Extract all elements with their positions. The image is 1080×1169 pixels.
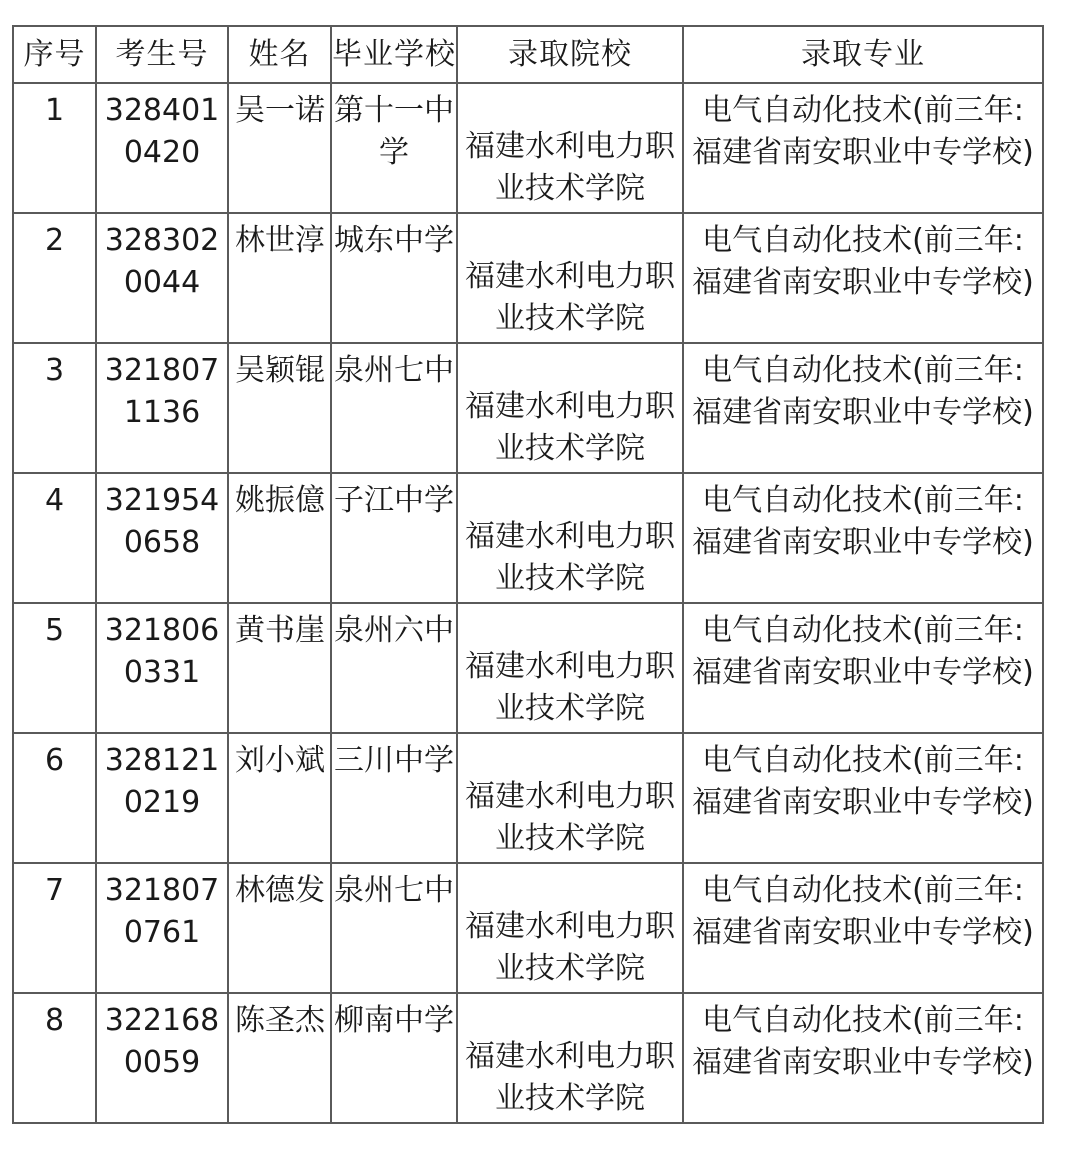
cell-exam-id: 3218071136 bbox=[96, 343, 228, 473]
cell-admit-major: 电气自动化技术(前三年:福建省南安职业中专学校) bbox=[683, 603, 1043, 733]
cell-exam-id: 3283020044 bbox=[96, 213, 228, 343]
cell-name: 刘小斌 bbox=[228, 733, 331, 863]
cell-name: 吴颖锟 bbox=[228, 343, 331, 473]
table-body bbox=[13, 83, 1043, 1123]
cell-exam-id: 3281210219 bbox=[96, 733, 228, 863]
cell-admit-college: 福建水利电力职业技术学院 bbox=[457, 603, 683, 733]
header-grad-school: 毕业学校 bbox=[331, 26, 457, 83]
admission-table bbox=[12, 25, 1044, 1124]
cell-admit-college: 福建水利电力职业技术学院 bbox=[457, 733, 683, 863]
table-header-row bbox=[13, 26, 1043, 83]
cell-name: 林世淳 bbox=[228, 213, 331, 343]
cell-grad-school: 泉州七中 bbox=[331, 343, 457, 473]
cell-grad-school: 三川中学 bbox=[331, 733, 457, 863]
cell-index: 8 bbox=[13, 993, 96, 1123]
cell-grad-school: 城东中学 bbox=[331, 213, 457, 343]
cell-admit-college: 福建水利电力职业技术学院 bbox=[457, 473, 683, 603]
cell-index: 1 bbox=[13, 83, 96, 213]
table-row bbox=[13, 733, 1043, 863]
cell-grad-school: 第十一中学 bbox=[331, 83, 457, 213]
cell-index: 2 bbox=[13, 213, 96, 343]
table-row bbox=[13, 993, 1043, 1123]
header-admit-major: 录取专业 bbox=[683, 26, 1043, 83]
cell-exam-id: 3284010420 bbox=[96, 83, 228, 213]
cell-admit-major: 电气自动化技术(前三年:福建省南安职业中专学校) bbox=[683, 343, 1043, 473]
header-index: 序号 bbox=[13, 26, 96, 83]
cell-name: 吴一诺 bbox=[228, 83, 331, 213]
cell-grad-school: 子江中学 bbox=[331, 473, 457, 603]
cell-exam-id: 3221680059 bbox=[96, 993, 228, 1123]
cell-admit-college: 福建水利电力职业技术学院 bbox=[457, 343, 683, 473]
cell-admit-major: 电气自动化技术(前三年:福建省南安职业中专学校) bbox=[683, 993, 1043, 1123]
cell-exam-id: 3219540658 bbox=[96, 473, 228, 603]
table-row bbox=[13, 473, 1043, 603]
table-row bbox=[13, 343, 1043, 473]
cell-admit-major: 电气自动化技术(前三年:福建省南安职业中专学校) bbox=[683, 473, 1043, 603]
table-row bbox=[13, 213, 1043, 343]
cell-admit-major: 电气自动化技术(前三年:福建省南安职业中专学校) bbox=[683, 863, 1043, 993]
cell-exam-id: 3218070761 bbox=[96, 863, 228, 993]
cell-grad-school: 泉州七中 bbox=[331, 863, 457, 993]
cell-index: 6 bbox=[13, 733, 96, 863]
table-row bbox=[13, 83, 1043, 213]
cell-index: 5 bbox=[13, 603, 96, 733]
cell-admit-college: 福建水利电力职业技术学院 bbox=[457, 83, 683, 213]
cell-index: 7 bbox=[13, 863, 96, 993]
header-admit-college: 录取院校 bbox=[457, 26, 683, 83]
cell-name: 陈圣杰 bbox=[228, 993, 331, 1123]
table-row bbox=[13, 863, 1043, 993]
cell-name: 林德发 bbox=[228, 863, 331, 993]
cell-admit-major: 电气自动化技术(前三年:福建省南安职业中专学校) bbox=[683, 733, 1043, 863]
cell-admit-major: 电气自动化技术(前三年:福建省南安职业中专学校) bbox=[683, 213, 1043, 343]
cell-admit-college: 福建水利电力职业技术学院 bbox=[457, 993, 683, 1123]
cell-index: 3 bbox=[13, 343, 96, 473]
header-exam-id: 考生号 bbox=[96, 26, 228, 83]
cell-name: 姚振億 bbox=[228, 473, 331, 603]
cell-exam-id: 3218060331 bbox=[96, 603, 228, 733]
cell-index: 4 bbox=[13, 473, 96, 603]
cell-name: 黄书崖 bbox=[228, 603, 331, 733]
header-name: 姓名 bbox=[228, 26, 331, 83]
admission-table-container bbox=[12, 25, 1042, 1124]
cell-grad-school: 泉州六中 bbox=[331, 603, 457, 733]
cell-admit-major: 电气自动化技术(前三年:福建省南安职业中专学校) bbox=[683, 83, 1043, 213]
cell-admit-college: 福建水利电力职业技术学院 bbox=[457, 863, 683, 993]
cell-grad-school: 柳南中学 bbox=[331, 993, 457, 1123]
table-row bbox=[13, 603, 1043, 733]
cell-admit-college: 福建水利电力职业技术学院 bbox=[457, 213, 683, 343]
